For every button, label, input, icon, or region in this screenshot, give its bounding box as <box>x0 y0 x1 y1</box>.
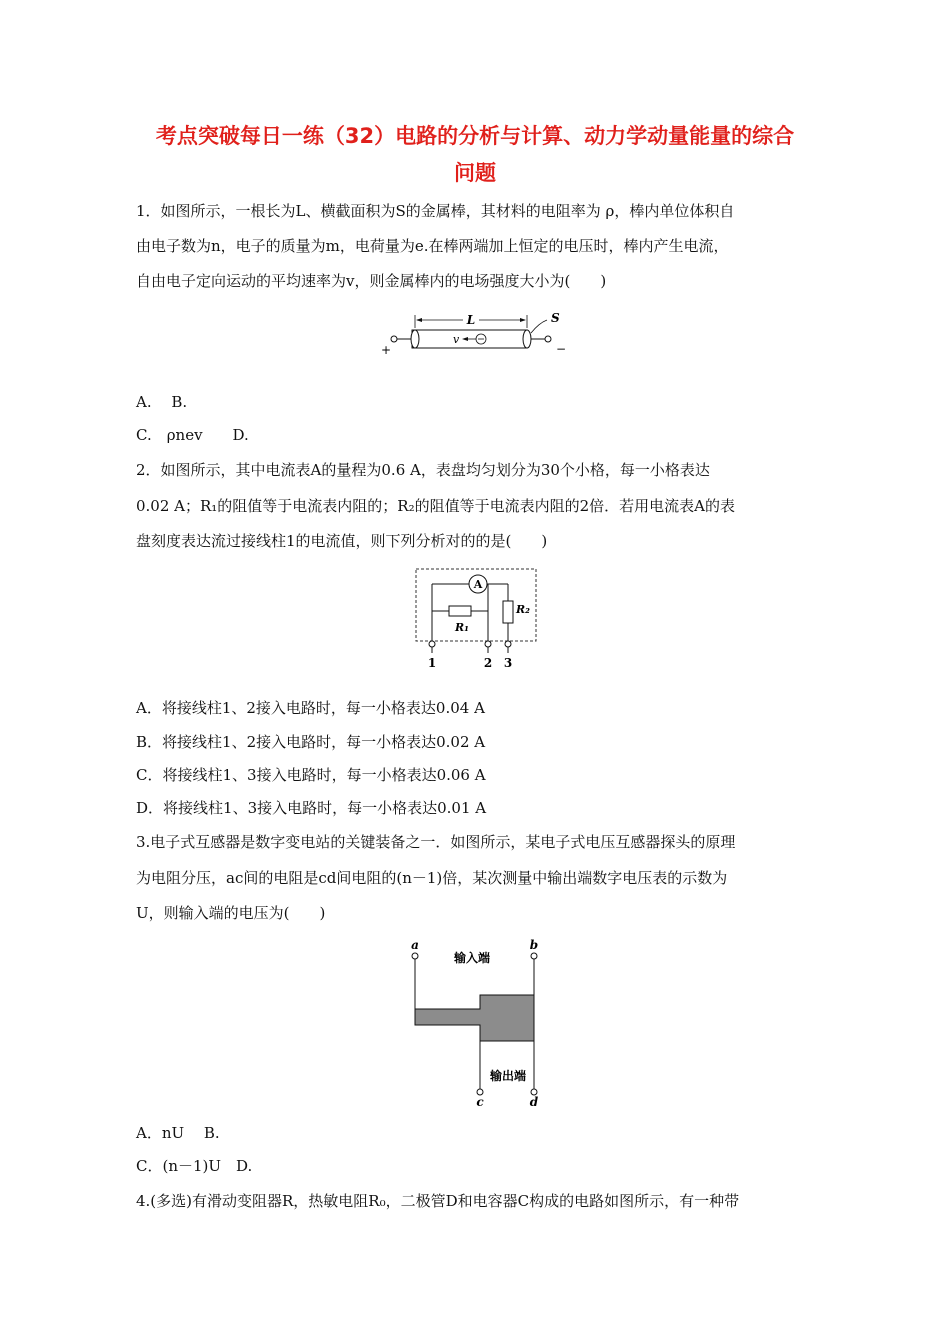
q1-line1: 1．如图所示，一根长为L、横截面积为S的金属棒，其材料的电阻率为 ρ，棒内单位体积自 <box>136 202 735 220</box>
q3-terminal-c: c <box>476 1095 484 1108</box>
q2-terminal-1: 1 <box>427 656 437 670</box>
q2-option-b: B．将接线柱1、2接入电路时，每一小格表达0.02 A <box>136 733 486 751</box>
q3-line1: 3.电子式互感器是数字变电站的关键装备之一．如图所示，某电子式电压互感器探头的原理 <box>136 833 736 851</box>
q2-r1-label: R₁ <box>455 621 469 634</box>
q2-ammeter-label: A <box>473 578 483 591</box>
q2-line2: 0.02 A；R₁的阻值等于电流表内阻的；R₂的阻值等于电流表内阻的2倍．若用电流表A的表 <box>136 497 735 515</box>
q2-option-d: D．将接线柱1、3接入电路时，每一小格表达0.01 A <box>136 799 487 817</box>
q2-option-a: A．将接线柱1、2接入电路时，每一小格表达0.04 A <box>136 699 485 717</box>
q1-plus-terminal: + <box>380 343 392 357</box>
page-title-line2: 问题 <box>454 161 496 185</box>
q2-option-c: C．将接线柱1、3接入电路时，每一小格表达0.06 A <box>136 766 486 784</box>
q3-terminal-a: a <box>411 938 419 952</box>
q2-r2-label: R₂ <box>516 603 530 616</box>
q2-terminal-3: 3 <box>503 656 513 670</box>
q3-input-label: 输入端 <box>453 951 491 965</box>
q2-terminal-2: 2 <box>483 656 493 670</box>
q3-divider-figure <box>400 936 555 1108</box>
page-title-line1: 考点突破每日一练（32）电路的分析与计算、动力学动量能量的综合 <box>155 124 795 148</box>
q3-options-cd: C．(n－1)U D. <box>136 1157 253 1175</box>
q3-output-label: 输出端 <box>489 1069 527 1083</box>
q1-label-area: S <box>551 311 560 325</box>
q1-line3: 自由电子定向运动的平均速率为v，则金属棒内的电场强度大小为( ) <box>136 272 607 290</box>
q3-terminal-b: b <box>529 938 539 952</box>
q1-options-ab: A. B. <box>136 393 188 411</box>
q3-line3: U，则输入端的电压为( ) <box>136 904 326 922</box>
q4-line1: 4.(多选)有滑动变阻器R，热敏电阻R₀，二极管D和电容器C构成的电路如图所示，有一种带 <box>136 1192 740 1210</box>
q2-circuit-figure <box>408 565 543 675</box>
q2-line1: 2．如图所示，其中电流表A的量程为0.6 A，表盘均匀划分为30个小格，每一小格表达 <box>136 461 710 479</box>
q1-line2: 由电子数为n，电子的质量为m，电荷量为e.在棒两端加上恒定的电压时，棒内产生电流， <box>136 237 729 255</box>
q1-label-velocity: v <box>453 333 460 346</box>
q1-rod-figure <box>375 306 580 361</box>
q1-label-length: L <box>466 313 476 327</box>
q3-terminal-d: d <box>529 1095 539 1108</box>
q3-line2: 为电阻分压，ac间的电阻是cd间电阻的(n－1)倍，某次测量中输出端数字电压表的示数为 <box>136 869 728 887</box>
q1-minus-terminal: − <box>555 342 567 356</box>
q3-options-ab: A．nU B. <box>136 1124 220 1142</box>
q1-options-cd: C. ρnev D. <box>136 426 249 444</box>
q2-line3: 盘刻度表达流过接线柱1的电流值，则下列分析对的的是( ) <box>136 532 548 550</box>
